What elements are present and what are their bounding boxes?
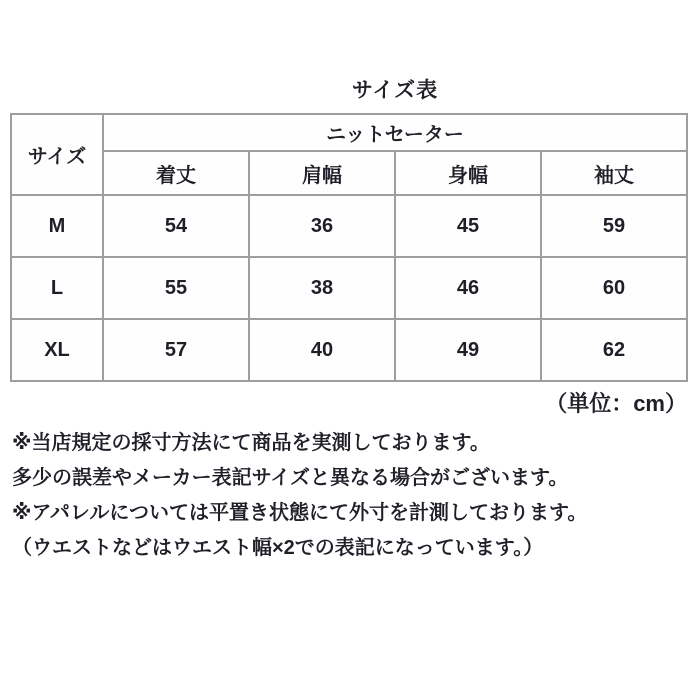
cell-value: 36 — [249, 195, 395, 257]
size-column-header: サイズ — [11, 114, 103, 195]
column-header-shoulder-width: 肩幅 — [249, 151, 395, 195]
cell-value: 38 — [249, 257, 395, 319]
size-label: XL — [11, 319, 103, 381]
table-row-m — [11, 195, 687, 257]
cell-value: 55 — [103, 257, 249, 319]
product-group-header: ニットセーター — [103, 114, 687, 151]
table-row-xl — [11, 319, 687, 381]
table-group-header-row — [11, 114, 687, 151]
cell-value: 49 — [395, 319, 541, 381]
note-line-waist: （ウエストなどはウエスト幅×2での表記になっています。） — [12, 537, 544, 559]
table-row-l — [11, 257, 687, 319]
column-header-body-width: 身幅 — [395, 151, 541, 195]
column-header-body-length: 着丈 — [103, 151, 249, 195]
cell-value: 62 — [541, 319, 687, 381]
cell-value: 59 — [541, 195, 687, 257]
unit-label: （単位：cm） — [545, 391, 687, 416]
notes-block — [12, 426, 688, 566]
table-column-header-row — [11, 151, 687, 195]
note-line-flat-measure: ※アパレルについては平置き状態にて外寸を計測しております。 — [12, 502, 588, 524]
cell-value: 54 — [103, 195, 249, 257]
cell-value: 60 — [541, 257, 687, 319]
size-table — [10, 113, 688, 382]
cell-value: 46 — [395, 257, 541, 319]
cell-value: 45 — [395, 195, 541, 257]
note-line-tolerance: 多少の誤差やメーカー表記サイズと異なる場合がございます。 — [12, 467, 569, 489]
cell-value: 40 — [249, 319, 395, 381]
size-label: L — [11, 257, 103, 319]
note-line-measurement: ※当店規定の採寸方法にて商品を実測しております。 — [12, 432, 490, 454]
size-label: M — [11, 195, 103, 257]
cell-value: 57 — [103, 319, 249, 381]
page-title: サイズ表 — [351, 79, 439, 102]
column-header-sleeve-length: 袖丈 — [541, 151, 687, 195]
